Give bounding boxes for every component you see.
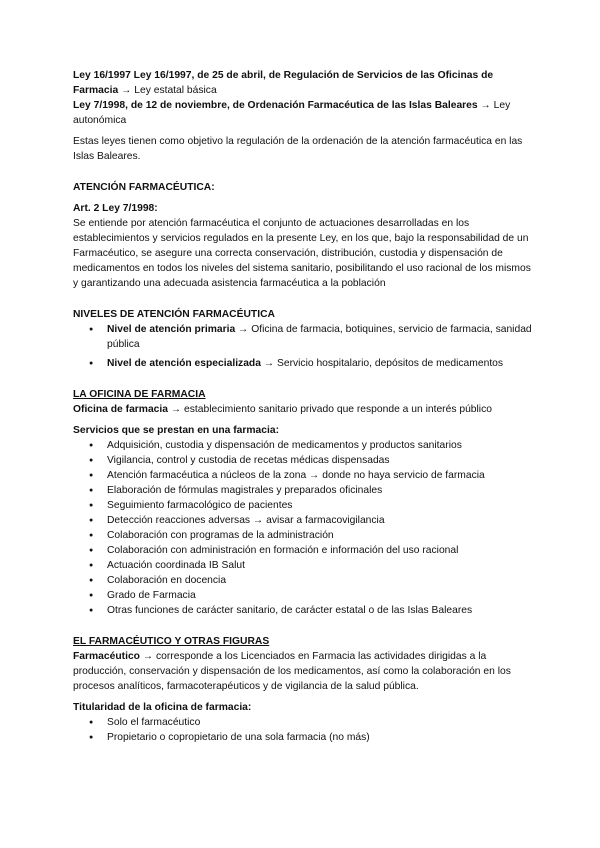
farmaceutico-term: Farmacéutico <box>73 651 140 662</box>
list-item <box>73 322 533 352</box>
list-item: ● Colaboración en docencia <box>73 573 533 588</box>
law1-title: Ley 16/1997 Ley 16/1997, de 25 de abril, de Regulación de Servicios de las Oficinas de Farmacia <box>73 70 494 96</box>
niveles-heading: NIVELES DE ATENCIÓN FARMACÉUTICA <box>73 309 275 320</box>
niveles-list <box>73 322 533 371</box>
atencion-heading: ATENCIÓN FARMACÉUTICA: <box>73 182 215 193</box>
law1-note: → Ley estatal básica <box>118 85 217 96</box>
atencion-article: Art. 2 Ley 7/1998: <box>73 203 158 214</box>
list-item: ● Otras funciones de carácter sanitario, de carácter estatal o de las Islas Baleares <box>73 603 533 618</box>
services-heading: Servicios que se prestan en una farmacia: <box>73 425 280 436</box>
list-item: ● Actuación coordinada IB Salut <box>73 558 533 573</box>
law2-note: → Ley autonómica <box>73 100 511 126</box>
nivel-desc: → Servicio hospitalario, depósitos de medicamentos <box>260 358 504 369</box>
oficina-heading: LA OFICINA DE FARMACIA <box>73 389 206 400</box>
list-item: ● Adquisición, custodia y dispensación de medicamentos y productos sanitarios <box>73 438 533 453</box>
atencion-text: Se entiende por atención farmacéutica el conjunto de actuaciones desarrolladas en los establecimientos y servicios regulados en la presente Ley, en los que, bajo la responsabilidad de un Farmacéutico, se asegure una correcta conservación, distribución, custodia y dispensación de medicamentos en todos los niveles del sistema sanitario, posibilitando el uso racional de los mismos y garantizando una adecuada asistencia farmacéutica a la población <box>73 218 531 289</box>
farmaceutico-definition <box>73 649 533 694</box>
oficina-definition <box>73 402 533 417</box>
nivel-desc: → Oficina de farmacia, botiquines, servicio de farmacia, sanidad pública <box>107 324 532 350</box>
list-item: ● Elaboración de fórmulas magistrales y preparados oficinales <box>73 483 533 498</box>
list-item: ● Vigilancia, control y custodia de recetas médicas dispensadas <box>73 453 533 468</box>
farmaceutico-def-text: → corresponde a los Licenciados en Farmacia las actividades dirigidas a la producción, conservación y dispensación de los medicamentos, así como la colaboración en los procesos analíticos, farmacoterapéuticos y de vigilancia de la salud pública. <box>73 651 511 692</box>
list-item: ● Grado de Farmacia <box>73 588 533 603</box>
titularidad-heading: Titularidad de la oficina de farmacia: <box>73 702 252 713</box>
law2-line <box>73 98 533 128</box>
list-item: ● Detección reacciones adversas → avisar a farmacovigilancia <box>73 513 533 528</box>
intro-paragraph: Estas leyes tienen como objetivo la regulación de la ordenación de la atención farmacéutica en las Islas Baleares. <box>73 136 523 162</box>
list-item <box>73 356 533 371</box>
document-page <box>73 68 533 745</box>
list-item: ● Propietario o copropietario de una sola farmacia (no más) <box>73 730 533 745</box>
nivel-term: Nivel de atención primaria <box>107 324 236 335</box>
farmaceutico-heading: EL FARMACÉUTICO Y OTRAS FIGURAS <box>73 636 270 647</box>
list-item: ● Solo el farmacéutico <box>73 715 533 730</box>
list-item: ● Colaboración con programas de la administración <box>73 528 533 543</box>
services-list <box>73 438 533 618</box>
law2-title: Ley 7/1998, de 12 de noviembre, de Ordenación Farmacéutica de las Islas Baleares <box>73 100 478 111</box>
list-item: ● Colaboración con administración en formación e información del uso racional <box>73 543 533 558</box>
oficina-term: Oficina de farmacia <box>73 404 168 415</box>
list-item: ● Seguimiento farmacológico de pacientes <box>73 498 533 513</box>
titularidad-list <box>73 715 533 745</box>
oficina-def-text: → establecimiento sanitario privado que responde a un interés público <box>168 404 492 415</box>
list-item: ● Atención farmacéutica a núcleos de la zona → donde no haya servicio de farmacia <box>73 468 533 483</box>
law1-line <box>73 68 533 98</box>
nivel-term: Nivel de atención especializada <box>107 358 261 369</box>
